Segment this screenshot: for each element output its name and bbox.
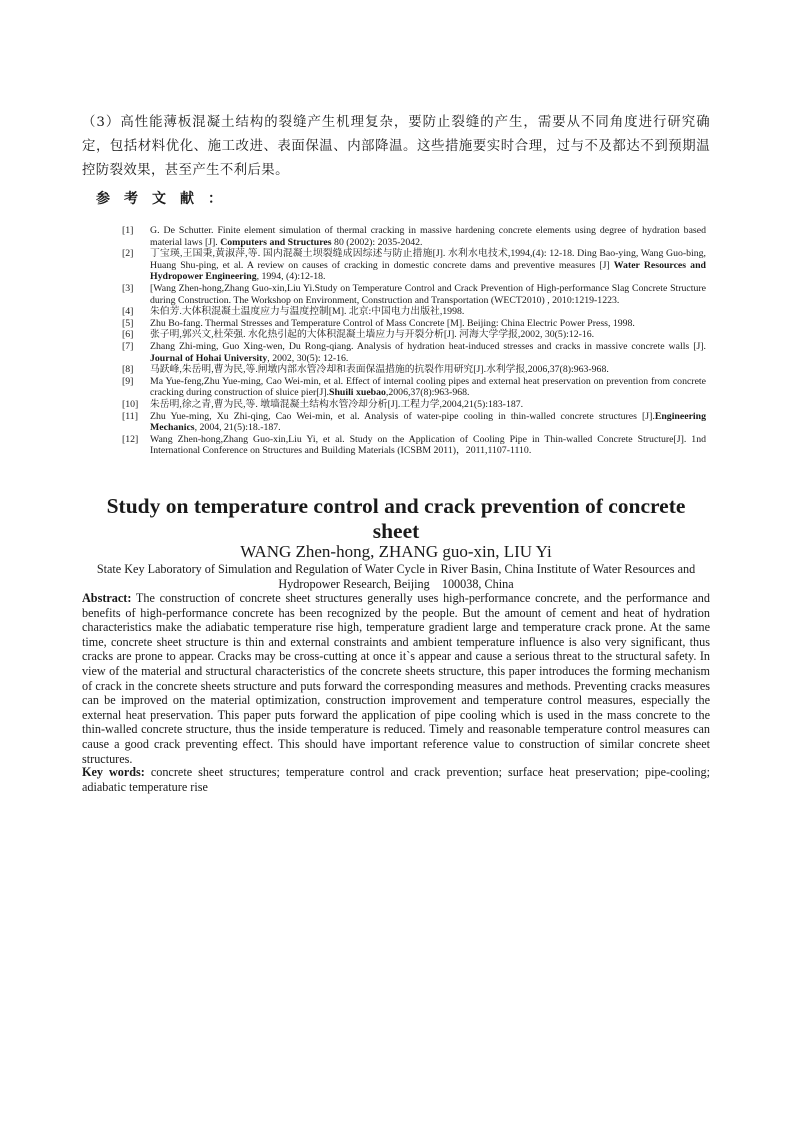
keywords <box>82 765 710 794</box>
reference-item: [9] Ma Yue-feng,Zhu Yue-ming, Cao Wei-min, et al. Effect of internal cooling pipes and external heat preservation on prevention from concrete cracking during construction of sluice pier[J].Shuili xuebao,2006,37(8):963-968. <box>122 375 706 399</box>
abstract <box>82 591 710 766</box>
affiliation: State Key Laboratory of Simulation and Regulation of Water Cycle in River Basin, China Institute of Water Resources and Hydropower Research, Beijing 100038, China <box>96 562 696 591</box>
conclusion-text: （3）高性能薄板混凝土结构的裂缝产生机理复杂，要防止裂缝的产生，需要从不同角度进行研究确定，包括材料优化、施工改进、表面保温、内部降温。这些措施要实时合理，过与不及都达不到预期温控防裂效果，甚至产生不利后果。 <box>82 115 710 178</box>
authors: WANG Zhen-hong, ZHANG guo-xin, LIU Yi <box>240 542 552 561</box>
reference-item: [11] Zhu Yue-ming, Xu Zhi-qing, Cao Wei-min, et al. Analysis of water-pipe cooling in thin-walled concrete structures [J].Engineering Mechanics, 2004, 21(5):18.-187. <box>122 410 706 434</box>
reference-item: [6] 张子明,郭兴文,杜荣强. 水化热引起的大体积混凝土墙应力与开裂分析[J]. 河海大学学报,2002, 30(5):12-16. <box>122 329 595 341</box>
english-title: Study on temperature control and crack prevention of concrete sheet <box>106 494 686 543</box>
reference-item: [12] Wang Zhen-hong,Zhang Guo-xin,Liu Yi, et al. Study on the Application of Cooling Pipe in Thin-walled Concrete Structure[J]. 1nd International Conference on Structures and Building Materials (ICSBM 2011)，2011,1107-1110. <box>122 433 706 457</box>
reference-item: [3] [Wang Zhen-hong,Zhang Guo-xin,Liu Yi.Study on Temperature Control and Crack Prevention of High-performance Slag Concrete Structure during Construction. The Workshop on Environment, Construction and Transportation (WECT2010) , 2010:1219-1223. <box>122 282 706 306</box>
abstract-text: The construction of concrete sheet structures generally uses high-performance concrete, and the performance and benefits of high-performance concrete has been recognized by the people. But the amount of cement and heat of hydration characteristics make the adiabatic temperature rise high, temperature gradient large and temperature crack prone. At the same time, concrete sheet structure is thin and external constraints and ambient temperature influence is also very significant, thus cracks are prone to appear. Cracks may be cross-cutting at once it`s appear and cause a serious threat to the structural safety. In view of the material and structural characteristics of the concrete sheets structure, this paper introduces the forming mechanism of crack in the concrete sheets structure and puts forward the corresponding measures and methods. Preventing cracks measures can be improved on the material optimization, construction improvement and temperature control measures, especially the external heat preservation. This paper puts forward the application of pipe cooling which is used in the mass concrete to the thin-walled concrete structure, thus the inside temperature is reduced. Timely and reasonable temperature control measures can cause a good crack preventing effect. This should have important reference value to construction of similar concrete sheet structures. <box>82 591 710 766</box>
abstract-label: Abstract: <box>82 591 132 605</box>
reference-item: [10] 朱岳明,徐之青,曹为民,等. 墩墙混凝土结构水管冷却分析[J].工程力学,2004,21(5):183-187. <box>122 398 524 410</box>
reference-item: [4] 朱伯芳.大体积混凝土温度应力与温度控制[M]. 北京:中国电力出版社,1998. <box>122 306 465 318</box>
references-heading: 参考文献： <box>96 191 236 207</box>
reference-item: [2] 丁宝瑛,王国秉,黄淑萍,等. 国内混凝土坝裂缝成因综述与防止措施[J]. 水利水电技术,1994,(4): 12-18. Ding Bao-ying, Wang Guo-bing, Huang Shu-ping, et al. A review on causes of cracking in domestic concrete dams and preventive measures [J] Water Resources and Hydropower Engineering, 1994, (4):12-18. <box>122 248 706 283</box>
reference-item: [7] Zhang Zhi-ming, Guo Xing-wen, Du Rong-qiang. Analysis of hydration heat-induced stresses and cracks in massive concrete walls [J]. Journal of Hohai University, 2002, 30(5): 12-16. <box>122 340 706 364</box>
reference-item: [1] G. De Schutter. Finite element simulation of thermal cracking in massive hardening concrete elements using degree of hydration based material laws [J]. Computers and Structures 80 (2002): 2035-2042. <box>122 225 706 248</box>
reference-item: [5] Zhu Bo-fang. Thermal Stresses and Temperature Control of Mass Concrete [M]. Beijing: China Electric Power Press, 1998. <box>122 317 635 329</box>
conclusion-paragraph <box>82 111 710 183</box>
reference-item: [8] 马跃峰,朱岳明,曹为民,等.闸墩内部水管冷却和表面保温措施的抗裂作用研究[J].水利学报,2006,37(8):963-968. <box>122 364 609 376</box>
references-list <box>122 225 706 457</box>
keywords-text: concrete sheet structures; temperature control and crack prevention; surface heat preservation; pipe-cooling; adiabatic temperature rise <box>82 765 710 794</box>
keywords-label: Key words: <box>82 765 145 779</box>
